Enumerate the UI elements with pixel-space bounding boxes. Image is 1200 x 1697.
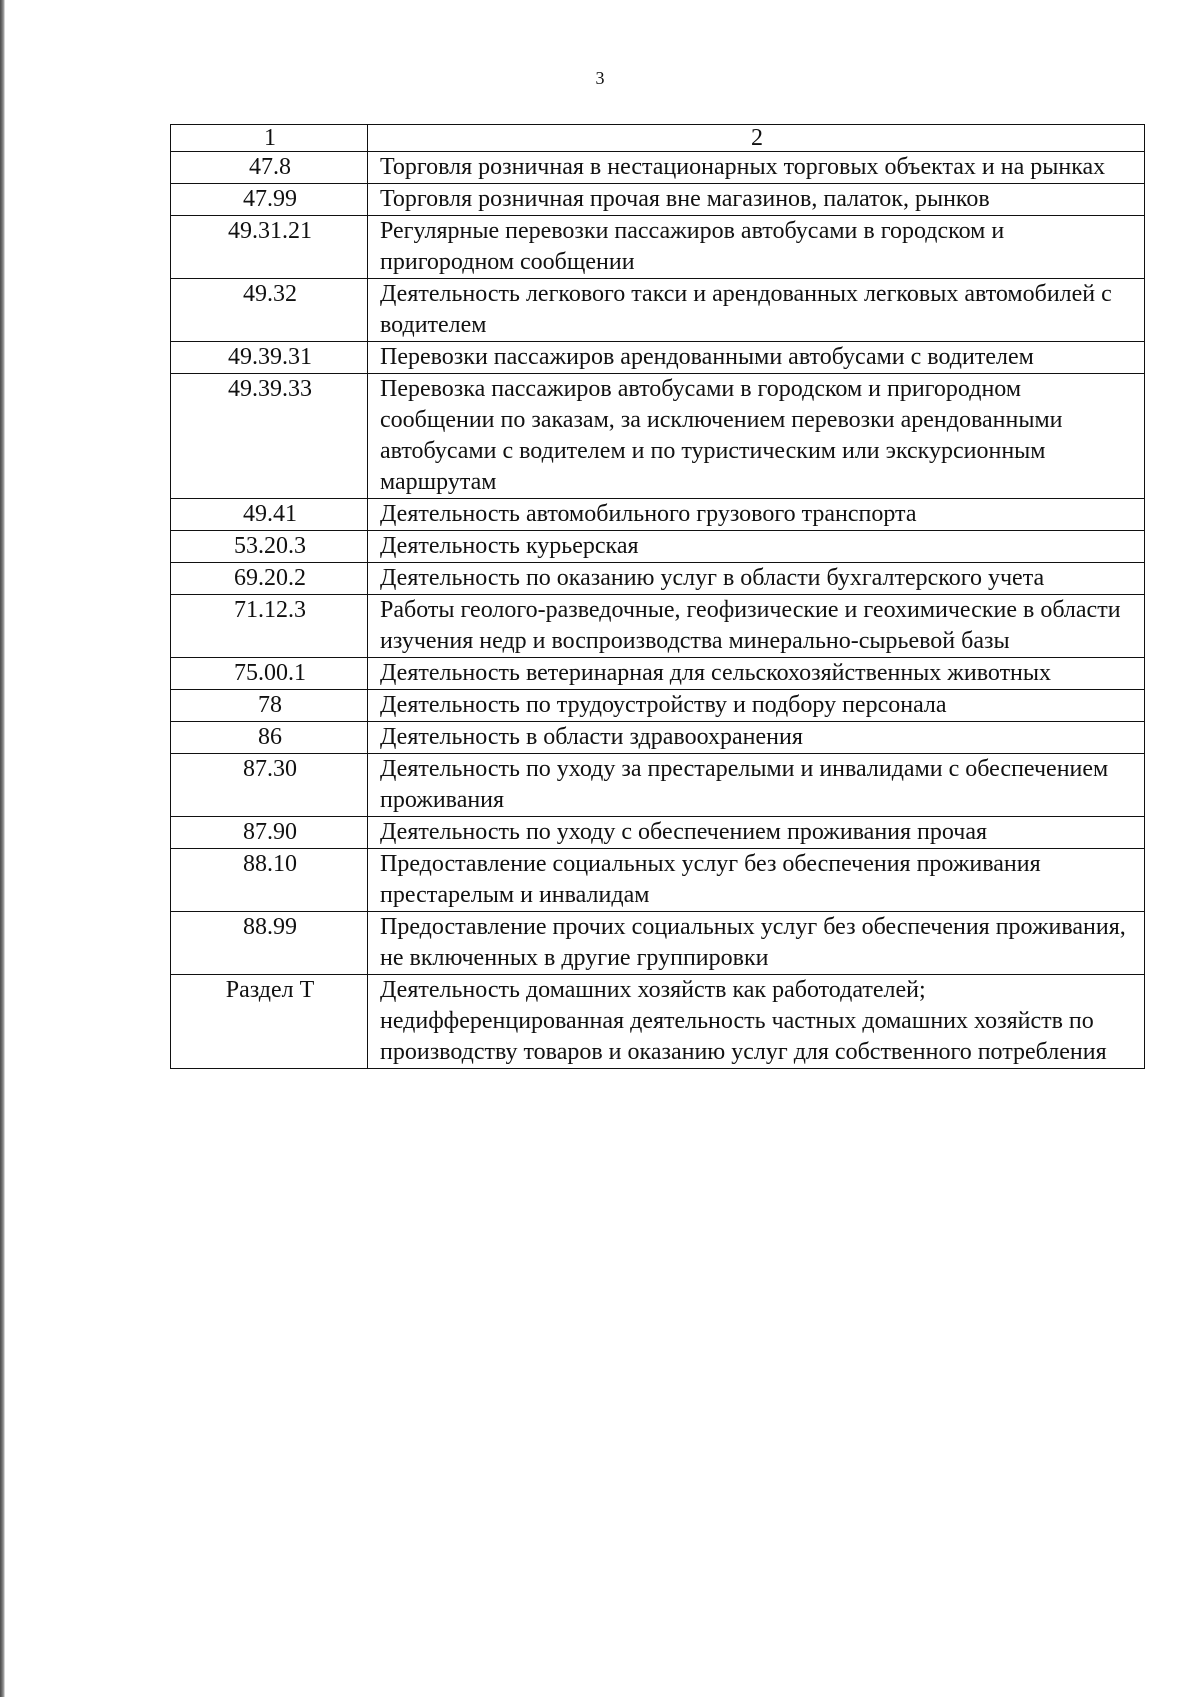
- activity-code: 49.31.21: [171, 216, 368, 279]
- activity-code: 87.90: [171, 817, 368, 849]
- activity-description: Работы геолого-разведочные, геофизические и геохимические в области изучения недр и воспроизводства минерально-сырьевой базы: [368, 595, 1145, 658]
- table-row: [171, 531, 1145, 563]
- table-header-row: [171, 125, 1145, 152]
- activity-code: 49.39.33: [171, 374, 368, 499]
- activity-description: Предоставление социальных услуг без обеспечения проживания престарелым и инвалидам: [368, 849, 1145, 912]
- table-row: [171, 690, 1145, 722]
- table-row: [171, 595, 1145, 658]
- activity-code: 49.32: [171, 279, 368, 342]
- activity-code: 53.20.3: [171, 531, 368, 563]
- activity-codes-table: [170, 124, 1145, 1069]
- activity-code: 71.12.3: [171, 595, 368, 658]
- page-number: 3: [595, 68, 605, 88]
- activity-code: 88.99: [171, 912, 368, 975]
- activity-description: Торговля розничная прочая вне магазинов, палаток, рынков: [368, 184, 1145, 216]
- activity-code: 88.10: [171, 849, 368, 912]
- activity-code: 87.30: [171, 754, 368, 817]
- table-row: [171, 342, 1145, 374]
- column-header-code: 1: [171, 125, 368, 152]
- activity-description: Торговля розничная в нестационарных торговых объектах и на рынках: [368, 152, 1145, 184]
- table-row: [171, 849, 1145, 912]
- table-row: [171, 975, 1145, 1069]
- activity-code: 69.20.2: [171, 563, 368, 595]
- table-row: [171, 216, 1145, 279]
- activity-description: Деятельность по уходу с обеспечением проживания прочая: [368, 817, 1145, 849]
- activity-description: Деятельность ветеринарная для сельскохозяйственных животных: [368, 658, 1145, 690]
- table-row: [171, 658, 1145, 690]
- table-row: [171, 722, 1145, 754]
- activity-code: 86: [171, 722, 368, 754]
- activity-description: Деятельность по оказанию услуг в области бухгалтерского учета: [368, 563, 1145, 595]
- activity-description: Деятельность по уходу за престарелыми и инвалидами с обеспечением проживания: [368, 754, 1145, 817]
- column-header-description: 2: [368, 125, 1145, 152]
- activity-description: Деятельность по трудоустройству и подбору персонала: [368, 690, 1145, 722]
- table-row: [171, 184, 1145, 216]
- table-row: [171, 374, 1145, 499]
- activity-description: Деятельность домашних хозяйств как работодателей; недифференцированная деятельность частных домашних хозяйств по производству товаров и оказанию услуг для собственного потребления: [368, 975, 1145, 1069]
- activity-description: Деятельность курьерская: [368, 531, 1145, 563]
- scan-edge-shadow: [0, 0, 5, 1697]
- table-row: [171, 152, 1145, 184]
- activity-description: Перевозка пассажиров автобусами в городском и пригородном сообщении по заказам, за исключением перевозки арендованными автобусами с водителем и по туристическим или экскурсионным маршрутам: [368, 374, 1145, 499]
- table-row: [171, 499, 1145, 531]
- activity-code: 49.39.31: [171, 342, 368, 374]
- table-row: [171, 912, 1145, 975]
- table-row: [171, 817, 1145, 849]
- activity-description: Деятельность легкового такси и арендованных легковых автомобилей с водителем: [368, 279, 1145, 342]
- activity-description: Перевозки пассажиров арендованными автобусами с водителем: [368, 342, 1145, 374]
- activity-code: Раздел Т: [171, 975, 368, 1069]
- activity-description: Деятельность автомобильного грузового транспорта: [368, 499, 1145, 531]
- activity-description: Предоставление прочих социальных услуг без обеспечения проживания, не включенных в другие группировки: [368, 912, 1145, 975]
- activity-code: 78: [171, 690, 368, 722]
- table-row: [171, 563, 1145, 595]
- activity-description: Регулярные перевозки пассажиров автобусами в городском и пригородном сообщении: [368, 216, 1145, 279]
- activity-code: 75.00.1: [171, 658, 368, 690]
- table-row: [171, 754, 1145, 817]
- table-row: [171, 279, 1145, 342]
- activity-description: Деятельность в области здравоохранения: [368, 722, 1145, 754]
- activity-code: 49.41: [171, 499, 368, 531]
- activity-code: 47.8: [171, 152, 368, 184]
- activity-code: 47.99: [171, 184, 368, 216]
